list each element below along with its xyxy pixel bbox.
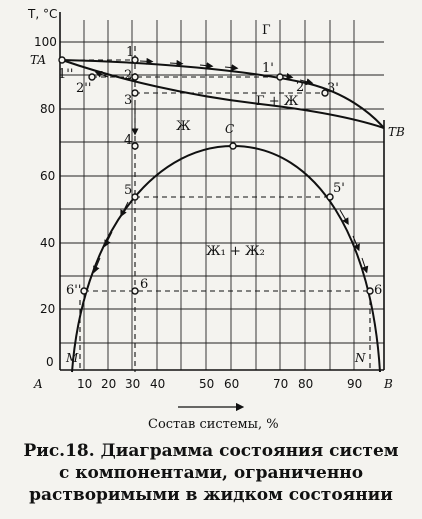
point-4 (132, 143, 138, 149)
caption-line-1: Рис.18. Диаграмма состояния систем (23, 441, 399, 461)
x-axis-title: Состав системы, % (148, 417, 279, 432)
point-6pp-label: 6'' (66, 283, 82, 298)
n-label: N (355, 351, 366, 365)
tb-label: TB (388, 125, 405, 139)
y-tick-20: 20 (40, 302, 56, 316)
point-5p-label: 5' (333, 181, 345, 196)
point-5 (132, 194, 138, 200)
point-2pp (89, 74, 95, 80)
x-tick-90: 90 (347, 377, 363, 391)
caption-line-3: растворимыми в жидком состоянии (29, 485, 393, 505)
ta-label: TA (30, 53, 47, 67)
y-tick-0: 0 (46, 355, 54, 369)
x-tick-70: 70 (273, 377, 289, 391)
critical-point-label: C (225, 122, 235, 136)
point-2p-label: 2' (296, 80, 308, 95)
point-2pp-label: 2'' (76, 81, 92, 96)
m-label: M (66, 351, 79, 365)
point-3-label: 3 (124, 93, 133, 108)
y-axis-label: T, °C (28, 7, 58, 21)
caption-line-2: с компонентами, ограниченно (58, 463, 364, 483)
point-6-label: 6 (140, 277, 149, 292)
x-tick-40: 40 (150, 377, 166, 391)
x-tick-10: 10 (77, 377, 93, 391)
point-1-label: 1 (126, 45, 135, 60)
point-2 (132, 74, 138, 80)
point-4-label: 4 (124, 133, 133, 148)
x-tick-50: 50 (199, 377, 215, 391)
region-gas: Г (262, 23, 271, 38)
point-1p-label: 1' (262, 61, 274, 76)
point-5-label: 5 (124, 183, 133, 198)
point-3 (132, 90, 138, 96)
region-liquid: Ж (176, 119, 191, 134)
point-6p (367, 288, 373, 294)
point-2-label: 2 (124, 68, 133, 83)
point-2p (277, 74, 283, 80)
point-6p-label: 6' (374, 283, 386, 298)
y-tick-80: 80 (40, 102, 56, 116)
solubility-curve (72, 146, 380, 372)
dome-arrows (95, 202, 366, 270)
y-tick-100: 100 (34, 35, 57, 49)
point-ta (59, 57, 65, 63)
region-gas-liquid: Г + Ж (256, 94, 299, 109)
point-c (230, 143, 236, 149)
y-tick-60: 60 (40, 169, 56, 183)
point-6 (132, 288, 138, 294)
point-6pp (81, 288, 87, 294)
x-right-label: B (384, 377, 393, 391)
region-two-liquids: Ж₁ + Ж₂ (206, 244, 265, 259)
y-tick-40: 40 (40, 236, 56, 250)
x-tick-20: 20 (101, 377, 117, 391)
x-left-label: A (34, 377, 43, 391)
x-tick-30: 30 (125, 377, 141, 391)
point-1pp-label: 1'' (58, 67, 74, 82)
x-tick-60: 60 (224, 377, 240, 391)
point-3p-label: 3' (327, 81, 339, 96)
figure-caption (0, 440, 422, 506)
x-tick-80: 80 (298, 377, 314, 391)
